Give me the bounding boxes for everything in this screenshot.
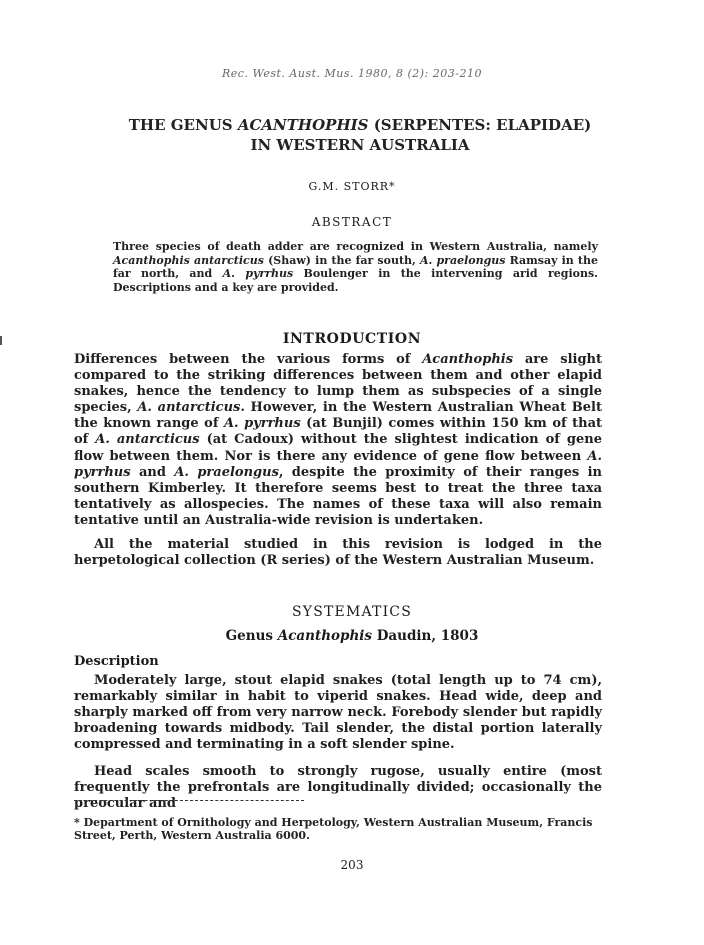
species-name: A. pyrrhus [223,416,301,432]
abstract-text [113,240,598,294]
abstract-heading: ABSTRACT [311,215,393,229]
abstract-run: Three species of death adder are recognized in Western Australia, namely [113,240,598,253]
footnote-divider [74,800,304,801]
title-suffix: (SERPENTES: ELAPIDAE) [368,116,592,134]
genus-authority: Daudin, 1803 [372,628,479,644]
author-name: G.M. STORR* [308,180,396,193]
title-prefix: THE GENUS [128,116,238,134]
introduction-paragraph-1 [74,352,602,529]
systematics-heading: SYSTEMATICS [291,604,413,620]
page-number: 203 [340,858,364,872]
running-header: Rec. West. Aust. Mus. 1980, 8 (2): 203-210 [222,67,482,80]
abstract-run: (Shaw) in the far south, [263,253,420,267]
description-paragraph-1: Moderately large, stout elapid snakes (total length up to 74 cm), remarkably similar in habit to viperid snakes. Head wide, deep and sharply marked off from very narrow neck. Forebody slender but rapidly broadening towards midbody. Tail slender, the distal portion laterally compressed and terminating in a soft slender spine. [74,673,602,753]
title-genus: ACANTHOPHIS [237,116,369,134]
abstract-run: Ramsay in the far north, and [113,253,598,280]
species-name: A. praelongus [174,464,279,480]
description-heading: Description [74,654,159,669]
abstract-run: Boulenger in the intervening arid regions. Descriptions and a key are provided. [113,267,598,294]
species-name: A. antarcticus [137,400,241,416]
species-name: A. pyrrhus [222,267,294,280]
genus-name: Acanthophis [277,628,373,644]
introduction-heading: INTRODUCTION [282,331,422,347]
genus-name: Acanthophis [422,352,514,367]
text-run: . However, in the Western Australian Wheat Belt the known range of [74,400,602,432]
text-run: , despite the proximity of their ranges in southern Kimberley. It therefore seems best to treat the three taxa tentatively as allospecies. The names of these taxa will also remain tentative until an Australia-wide revision is undertaken. [74,464,602,528]
species-name: A. antarcticus [95,432,200,448]
description-paragraph-2: Head scales smooth to strongly rugose, usually entire (most frequently the prefrontals are longitudinally divided; occasionally the preocular and [74,764,602,812]
text-run: (at Bunjil) comes within 150 km of that of [74,416,603,448]
species-name: A. pyrrhus [74,448,602,480]
species-name: Acanthophis antarcticus [113,253,264,267]
text-run: are slight compared to the striking differences between them and other elapid snakes, hence the tendency to lump them as subspecies of a single species, [74,352,602,416]
text-run: (at Cadoux) without the slightest indication of gene flow between them. Nor is there any evidence of gene flow between [74,432,602,464]
paper-title [80,115,640,155]
author-affiliation-footnote: * Department of Ornithology and Herpetology, Western Australian Museum, Francis Street, Perth, Western Australia 6000. [74,816,593,842]
title-line-2: IN WESTERN AUSTRALIA [250,136,470,154]
species-name: A. praelongus [419,253,506,267]
text-run: and [130,464,175,480]
introduction-paragraph-2: All the material studied in this revision is lodged in the herpetological collection (R series) of the Western Australian Museum. [74,537,602,569]
genus-heading [0,628,704,644]
text-run: Differences between the various forms of [74,352,423,367]
genus-label: Genus [225,628,278,644]
